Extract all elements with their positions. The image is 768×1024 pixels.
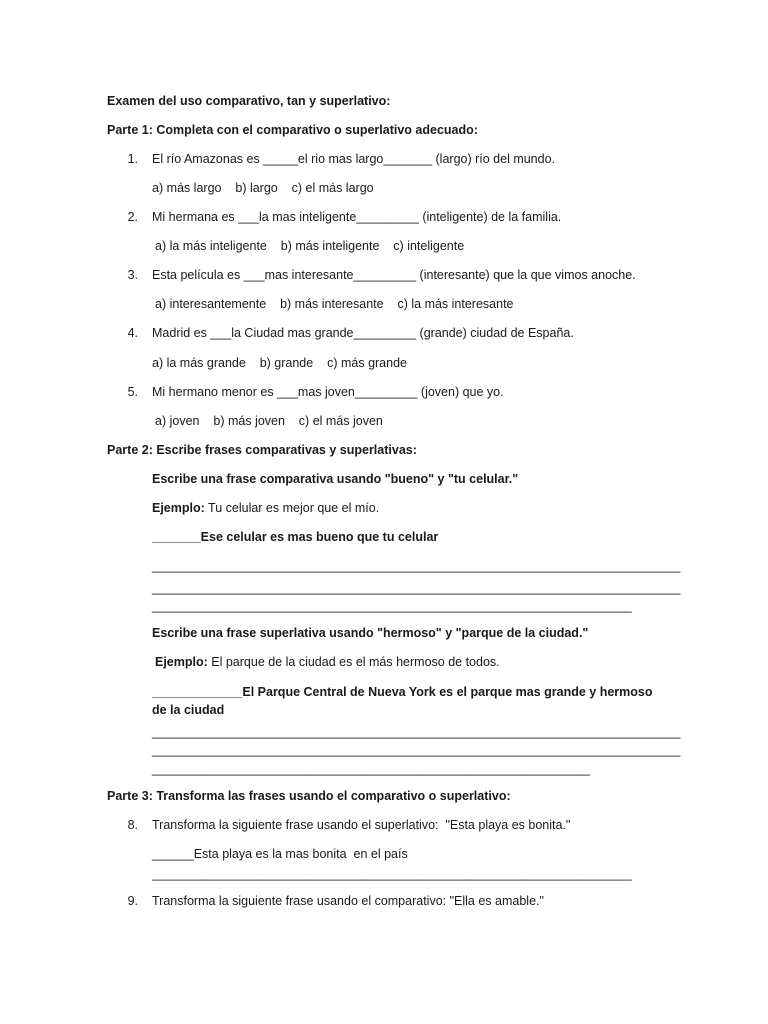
question-text: Mi hermana es ___la mas inteligente_________ (inteligente) de la familia. bbox=[152, 210, 562, 224]
comparative-instruction: Escribe una frase comparativa usando "bueno" y "tu celular." bbox=[152, 472, 519, 486]
item-number: 4. bbox=[127, 326, 138, 340]
comparative-answer: _______Ese celular es mas bueno que tu celular bbox=[152, 530, 439, 544]
answer-line: _______________________________________________________________ bbox=[152, 762, 590, 776]
answer-line: ____________________________________________________________________________ bbox=[152, 743, 681, 757]
example-label: Ejemplo: bbox=[152, 501, 205, 515]
answer-options: a) interesantemente b) más interesante c) la más interesante bbox=[155, 297, 514, 311]
item-number: 1. bbox=[127, 152, 138, 166]
answer-line: ____________________________________________________________________________ bbox=[152, 581, 681, 595]
answer-line: _____________________________________________________________________ bbox=[152, 599, 632, 613]
answer-line: _____________________________________________________________________ bbox=[152, 867, 632, 881]
question-text: El río Amazonas es _____el rio mas largo_______ (largo) río del mundo. bbox=[152, 152, 556, 166]
part1-heading: Parte 1: Completa con el comparativo o superlativo adecuado: bbox=[107, 123, 478, 137]
comparative-example bbox=[152, 500, 379, 516]
question-text: Madrid es ___la Ciudad mas grande_________ (grande) ciudad de España. bbox=[152, 326, 574, 340]
answer-options: a) la más grande b) grande c) más grande bbox=[152, 356, 407, 370]
example-text: El parque de la ciudad es el más hermoso de todos. bbox=[207, 655, 500, 669]
item-number: 8. bbox=[127, 818, 138, 832]
example-text: Tu celular es mejor que el mío. bbox=[204, 501, 380, 515]
question-text: Transforma la siguiente frase usando el superlativo: "Esta playa es bonita." bbox=[152, 818, 571, 832]
answer-options: a) joven b) más joven c) el más joven bbox=[155, 414, 383, 428]
superlative-example bbox=[155, 654, 500, 670]
part3-heading: Parte 3: Transforma las frases usando el comparativo o superlativo: bbox=[107, 789, 511, 803]
example-label: Ejemplo: bbox=[155, 655, 208, 669]
answer-options: a) la más inteligente b) más inteligente c) inteligente bbox=[155, 239, 465, 253]
answer-line: ____________________________________________________________________________ bbox=[152, 725, 681, 739]
item-number: 3. bbox=[127, 268, 138, 282]
question-text: Transforma la siguiente frase usando el comparativo: "Ella es amable." bbox=[152, 894, 544, 908]
item-number: 9. bbox=[127, 894, 138, 908]
item-number: 5. bbox=[127, 385, 138, 399]
answer-line: ____________________________________________________________________________ bbox=[152, 559, 681, 573]
superlative-answer: _____________El Parque Central de Nueva York es el parque mas grande y hermoso de la ciudad bbox=[152, 685, 653, 717]
superlative-instruction: Escribe una frase superlativa usando "hermoso" y "parque de la ciudad." bbox=[152, 626, 589, 640]
item-number: 2. bbox=[127, 210, 138, 224]
answer-options: a) más largo b) largo c) el más largo bbox=[152, 181, 374, 195]
part2-heading: Parte 2: Escribe frases comparativas y superlativas: bbox=[107, 443, 417, 457]
exam-title: Examen del uso comparativo, tan y superlativo: bbox=[107, 94, 391, 108]
question-text: Esta película es ___mas interesante_________ (interesante) que la que vimos anoche. bbox=[152, 268, 636, 282]
question-text: Mi hermano menor es ___mas joven_________ (joven) que yo. bbox=[152, 385, 504, 399]
transform-answer: ______Esta playa es la mas bonita en el país bbox=[152, 847, 408, 861]
